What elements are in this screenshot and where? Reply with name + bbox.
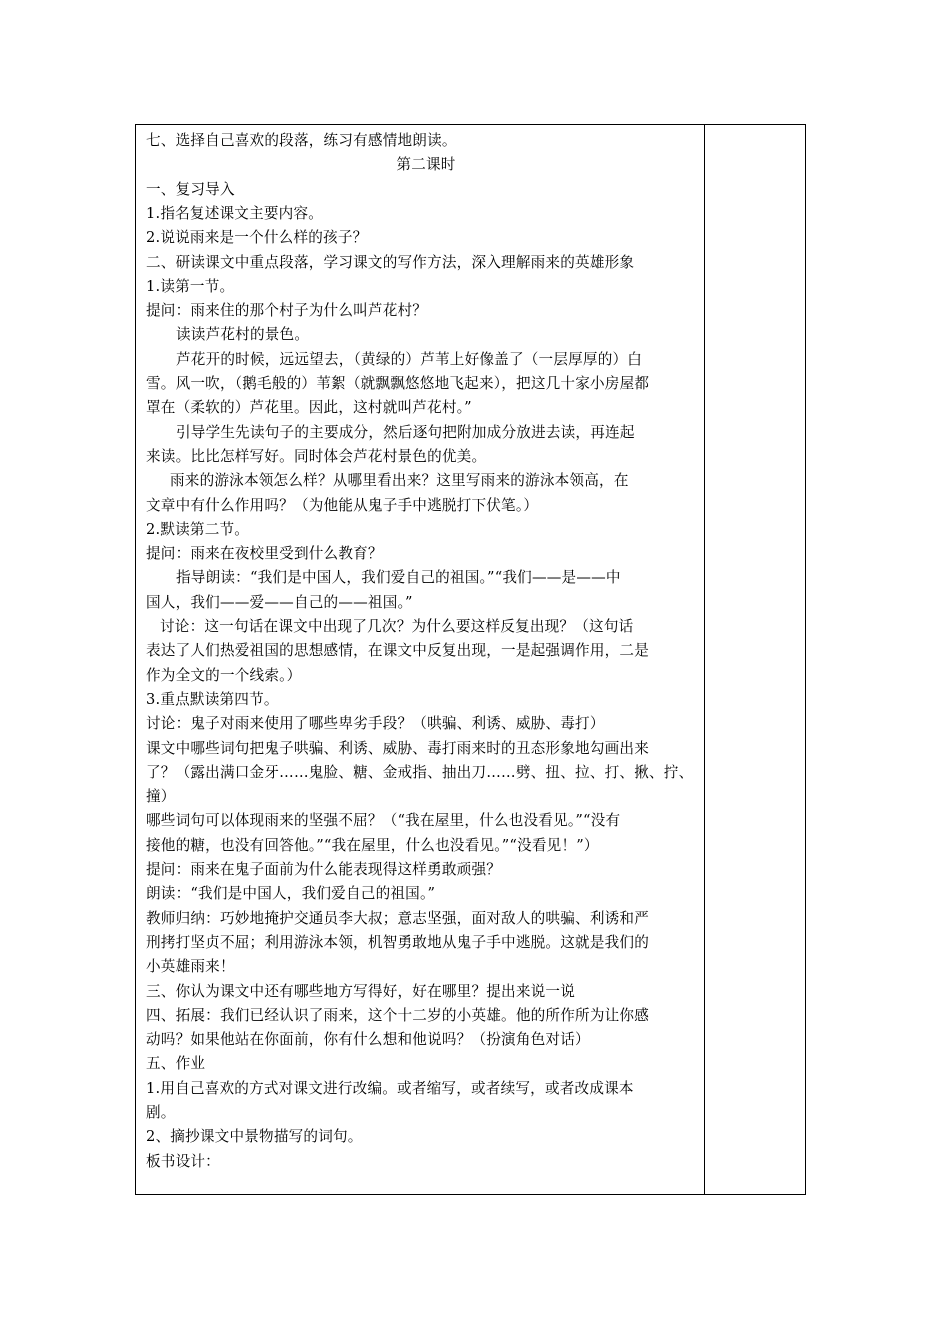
lesson-line: 剧。 [146,1104,176,1121]
lesson-line: 2、摘抄课文中景物描写的词句。 [146,1128,363,1146]
lesson-line: 文章中有什么作用吗？（为他能从鬼子手中逃脱打下伏笔。） [146,496,539,514]
lesson-line: 引导学生先读句子的主要成分，然后逐句把附加成分放进去读，再连起 [176,423,635,441]
lesson-line: 提问：雨来在鬼子面前为什么能表现得这样勇敢顽强？ [146,861,502,878]
lesson-line: 教师归纳：巧妙地掩护交通员李大叔；意志坚强，面对敌人的哄骗、利诱和严 [146,909,649,927]
lesson-line: 2.默读第二节。 [146,520,250,538]
notes-cell [705,125,805,1194]
lesson-line: 读读芦花村的景色。 [176,326,310,344]
lesson-line: 哪些词句可以体现雨来的坚强不屈？（“我在屋里，什么也没看见。”“没有 [146,812,621,830]
lesson-line: 雪。风一吹，（鹅毛般的）苇絮（就飘飘悠悠地飞起来），把这几十家小房屋都 [146,375,650,392]
lesson-line: 作为全文的一个线索。） [146,666,302,684]
lesson-line: 1.用自己喜欢的方式对课文进行改编。或者缩写，或者续写，或者改成课本 [146,1079,634,1097]
lesson-line: 罩在（柔软的）芦花里。因此，这村就叫芦花村。” [146,399,472,417]
lesson-line: 五、作业 [146,1055,206,1073]
lesson-line: 指导朗读：“我们是中国人，我们爱自己的祖国。”“我们——是——中 [176,569,621,587]
lesson-line: 一、复习导入 [146,180,235,198]
lesson-line: 2.说说雨来是一个什么样的孩子？ [146,229,368,247]
lesson-line: 朗读：“我们是中国人，我们爱自己的祖国。” [146,885,436,903]
lesson-line: 表达了人们热爱祖国的思想感情，在课文中反复出现，一是起强调作用，二是 [146,642,649,660]
lesson-line: 七、选择自己喜欢的段落，练习有感情地朗读。 [146,132,457,149]
lesson-line: 提问：雨来住的那个村子为什么叫芦花村？ [146,302,428,320]
lesson-line: 来读。比比怎样写好。同时体会芦花村景色的优美。 [146,447,487,465]
lesson-line: 提问：雨来在夜校里受到什么教育？ [146,545,383,563]
lesson-line: 撞） [146,788,176,806]
lesson-line: 课文中哪些词句把鬼子哄骗、利诱、威胁、毒打雨来时的丑态形象地勾画出来 [146,739,649,757]
lesson-line: 国人，我们——爱——自己的——祖国。” [146,593,413,611]
lesson-line: 板书设计： [146,1152,220,1170]
lesson-line: 雨来的游泳本领怎么样？从哪里看出来？这里写雨来的游泳本领高，在 [170,472,629,490]
lesson-line: 讨论：这一句话在课文中出现了几次？为什么要这样反复出现？（这句话 [160,618,634,635]
lesson-line: 3.重点默读第四节。 [146,690,279,708]
lesson-line: 1.指名复述课文主要内容。 [146,204,324,222]
lesson-line: 四、拓展：我们已经认识了雨来，这个十二岁的小英雄。他的所作所为让你感 [146,1006,649,1024]
section-heading: 第二课时 [396,156,456,174]
lesson-line: 讨论：鬼子对雨来使用了哪些卑劣手段？（哄骗、利诱、威胁、毒打） [146,715,605,733]
lesson-line: 芦花开的时候，远远望去，（黄绿的）芦苇上好像盖了（一层厚厚的）白 [176,350,643,368]
lesson-line: 二、研读课文中重点段落，学习课文的写作方法，深入理解雨来的英雄形象 [146,253,635,271]
lesson-line: 动吗？如果他站在你面前，你有什么想和他说吗？（扮演角色对话） [146,1031,590,1049]
lesson-plan-table [135,124,806,1195]
lesson-line: 接他的糖，也没有回答他。”“我在屋里，什么也没看见。”“没看见！”） [146,836,599,854]
lesson-line: 了？（露出满口金牙……鬼脸、糖、金戒指、抽出刀……劈、扭、拉、打、揪、拧、 [146,763,694,781]
lesson-line: 三、你认为课文中还有哪些地方写得好，好在哪里？提出来说一说 [146,982,576,1000]
lesson-line: 1.读第一节。 [146,277,235,295]
lesson-line: 小英雄雨来！ [146,958,235,976]
lesson-line: 刑拷打坚贞不屈；利用游泳本领，机智勇敢地从鬼子手中逃脱。这就是我们的 [146,933,649,951]
